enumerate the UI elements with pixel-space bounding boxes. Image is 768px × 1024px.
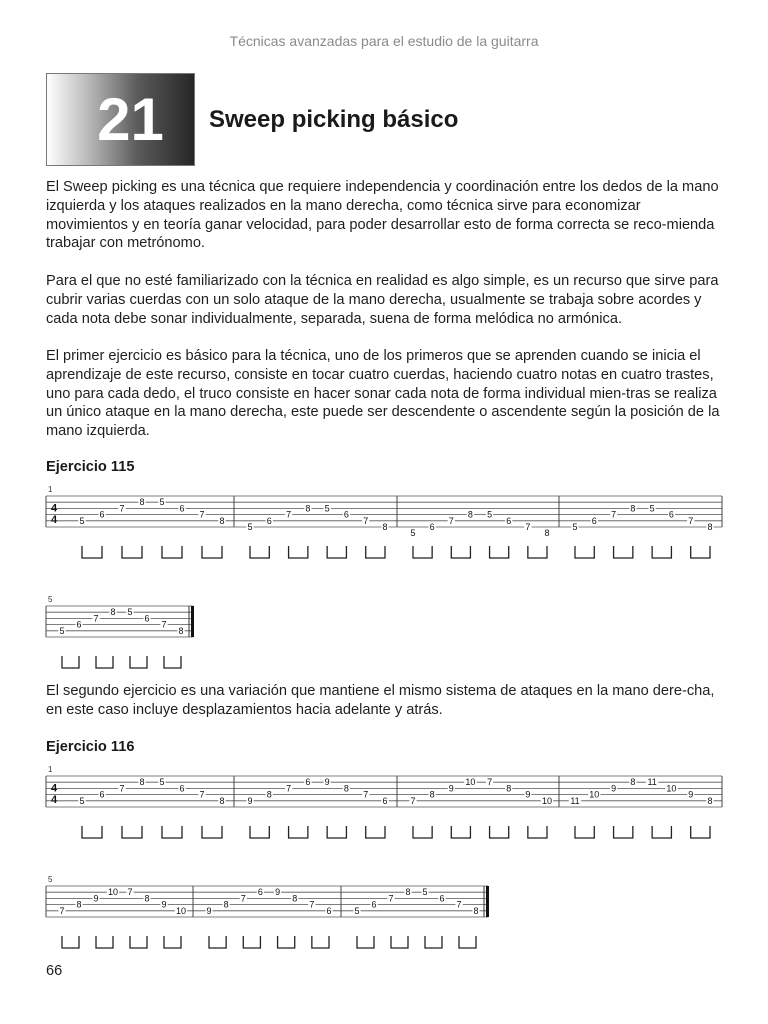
running-header: Técnicas avanzadas para el estudio de la guitarra xyxy=(229,33,539,49)
tab-fret-number: 9 xyxy=(275,887,281,898)
tab-fret-number: 9 xyxy=(611,783,617,794)
exercise-title-116: Ejercicio 116 xyxy=(46,739,135,755)
exercise-title-115: Ejercicio 115 xyxy=(46,459,135,475)
tab-fret-number: 10 xyxy=(666,783,677,794)
chapter-number: 21 xyxy=(97,86,164,153)
tab-fret-number: 6 xyxy=(99,509,105,520)
tab-fret-number: 5 xyxy=(79,515,85,526)
tab-background xyxy=(0,764,722,859)
tab-fret-number: 8 xyxy=(139,777,145,788)
tab-fret-number: 8 xyxy=(467,509,473,520)
tab-fret-number: 10 xyxy=(175,905,187,916)
tab-fret-number: 6 xyxy=(439,893,445,904)
tab-fret-number: 8 xyxy=(76,899,82,910)
tab-fret-number: 5 xyxy=(410,528,416,539)
tab-fret-number: 8 xyxy=(429,789,435,800)
tab-fret-number: 6 xyxy=(343,509,349,520)
tab-fret-number: 6 xyxy=(305,777,311,788)
tab-fret-number: 9 xyxy=(324,777,330,788)
chapter-title: Sweep picking básico xyxy=(209,106,459,133)
tab-fret-number: 8 xyxy=(630,777,636,788)
tab-fret-number: 8 xyxy=(305,503,311,514)
tab-fret-number: 7 xyxy=(199,509,205,520)
tab-fret-number: 10 xyxy=(465,777,476,788)
tab-fret-number: 7 xyxy=(119,503,125,514)
paragraph-intro: El Sweep picking es una técnica que requiere independencia y coordinación entre los dedos de la mano izquierda y los ataques realizados en la mano derecha, como técnica sirve para economizar movimientos y en teoría ganar velocidad, para poder desarrollar esto de forma correcta se reco-mienda trabajar con metrónomo. xyxy=(46,179,719,252)
tab-fret-number: 6 xyxy=(429,522,435,532)
tab-fret-number: 7 xyxy=(59,905,65,916)
tab-fret-number: 7 xyxy=(448,515,454,526)
paragraph-first-exercise: El primer ejercicio es básico para la técnica, uno de los primeros que se aprenden cuando se inicia el aprendizaje de este recurso, consiste en tocar cuatro cuerdas, haciendo cuatro notas en cuatro trastes, uno para cada dedo, el truco consiste en hacer sonar cada nota de forma individual mien-tras se realiza un único ataque en la mano derecha, este puede ser descendente o ascendente según la posición de la mano izquierda. xyxy=(46,348,720,440)
tab-fret-number: 9 xyxy=(247,795,253,806)
tab-fret-number: 11 xyxy=(570,795,580,806)
final-barline-thick xyxy=(486,886,489,917)
tab-fret-number: 8 xyxy=(223,899,229,910)
tab-fret-number: 10 xyxy=(589,789,600,800)
paragraph-explanation: Para el que no esté familiarizado con la técnica en realidad es algo simple, es un recurso que sirve para cubrir varias cuerdas con un solo ataque de la mano derecha, usualmente se trabaja sobre acordes y cada nota debe sonar individualmente, separada, suena de forma melódica no armónica. xyxy=(46,273,719,327)
tab-fret-number: 6 xyxy=(266,515,272,526)
tab-fret-number: 6 xyxy=(144,613,150,624)
tab-fret-number: 7 xyxy=(363,515,369,526)
tab-fret-number: 5 xyxy=(127,607,133,618)
tab-fret-number: 7 xyxy=(688,515,694,526)
tab-fret-number: 8 xyxy=(139,497,145,508)
tab-fret-number: 8 xyxy=(292,893,298,904)
tab-fret-number: 6 xyxy=(382,795,388,806)
paragraph-second-exercise: El segundo ejercicio es una variación que mantiene el mismo sistema de ataques en la mano dere-cha, en este caso incluye desplazamientos hacia adelante y atrás. xyxy=(46,683,715,718)
tab-fret-number: 8 xyxy=(707,522,713,532)
tab-fret-number: 6 xyxy=(76,619,82,630)
tab-fret-number: 7 xyxy=(525,522,531,532)
tab-fret-number: 8 xyxy=(144,893,150,904)
tab-fret-number: 5 xyxy=(324,503,330,514)
tab-fret-number: 7 xyxy=(410,795,416,806)
tab-fret-number: 8 xyxy=(219,795,225,806)
tab-fret-number: 8 xyxy=(506,783,512,794)
time-signature-bottom: 4 xyxy=(51,793,58,806)
tab-fret-number: 6 xyxy=(506,515,512,526)
tab-fret-number: 8 xyxy=(405,887,411,898)
ex116-system-2 xyxy=(0,874,722,969)
tab-fret-number: 10 xyxy=(107,887,119,898)
tab-fret-number: 8 xyxy=(382,522,388,532)
tab-fret-number: 5 xyxy=(422,887,428,898)
tab-fret-number: 5 xyxy=(159,497,165,508)
tab-fret-number: 5 xyxy=(79,795,85,806)
measure-number: 5 xyxy=(48,595,53,604)
tab-fret-number: 7 xyxy=(456,899,462,910)
tab-fret-number: 7 xyxy=(286,783,292,794)
page-number: 66 xyxy=(46,963,63,979)
tab-fret-number: 6 xyxy=(371,899,377,910)
tab-fret-number: 5 xyxy=(487,509,493,520)
tab-fret-number: 7 xyxy=(127,887,133,898)
tab-fret-number: 8 xyxy=(707,795,713,806)
tab-fret-number: 6 xyxy=(99,789,105,800)
tab-fret-number: 9 xyxy=(206,905,212,916)
tab-fret-number: 5 xyxy=(354,905,360,916)
time-signature-bottom: 4 xyxy=(51,513,58,526)
tab-fret-number: 8 xyxy=(219,515,225,526)
tab-fret-number: 7 xyxy=(199,789,205,800)
measure-number: 1 xyxy=(48,485,53,494)
tab-fret-number: 9 xyxy=(525,789,531,800)
tab-fret-number: 6 xyxy=(326,905,332,916)
tab-fret-number: 5 xyxy=(649,503,655,514)
measure-number: 1 xyxy=(48,765,53,774)
time-signature-top: 4 xyxy=(51,502,58,515)
tab-fret-number: 7 xyxy=(611,509,617,520)
tab-fret-number: 9 xyxy=(93,893,99,904)
tab-fret-number: 7 xyxy=(309,899,315,910)
tab-fret-number: 6 xyxy=(179,783,185,794)
tab-fret-number: 5 xyxy=(159,777,165,788)
time-signature-top: 4 xyxy=(51,782,58,795)
tab-fret-number: 7 xyxy=(93,613,99,624)
ex116-system-1 xyxy=(0,764,722,859)
tab-fret-number: 7 xyxy=(240,893,246,904)
tab-fret-number: 8 xyxy=(178,625,184,636)
tab-fret-number: 8 xyxy=(110,607,116,618)
tab-fret-number: 6 xyxy=(668,509,674,520)
tab-fret-number: 7 xyxy=(161,619,167,630)
tab-fret-number: 8 xyxy=(544,528,550,539)
tab-fret-number: 9 xyxy=(688,789,694,800)
tab-fret-number: 6 xyxy=(257,887,263,898)
tab-fret-number: 7 xyxy=(388,893,394,904)
tab-fret-number: 6 xyxy=(179,503,185,514)
tab-fret-number: 7 xyxy=(286,509,292,520)
tab-fret-number: 7 xyxy=(363,789,369,800)
tab-fret-number: 5 xyxy=(59,625,65,636)
tab-fret-number: 8 xyxy=(473,905,479,916)
tab-fret-number: 8 xyxy=(630,503,636,514)
tab-fret-number: 8 xyxy=(266,789,272,800)
measure-number: 5 xyxy=(48,875,53,884)
tab-fret-number: 7 xyxy=(487,777,493,788)
tab-fret-number: 8 xyxy=(343,783,349,794)
tab-fret-number: 10 xyxy=(541,795,553,806)
tab-fret-number: 5 xyxy=(572,522,578,532)
tab-fret-number: 9 xyxy=(448,783,454,794)
tab-fret-number: 7 xyxy=(119,783,125,794)
tab-fret-number: 9 xyxy=(161,899,167,910)
tab-fret-number: 6 xyxy=(591,515,597,526)
tab-fret-number: 5 xyxy=(247,522,253,532)
tab-fret-number: 11 xyxy=(647,777,657,788)
